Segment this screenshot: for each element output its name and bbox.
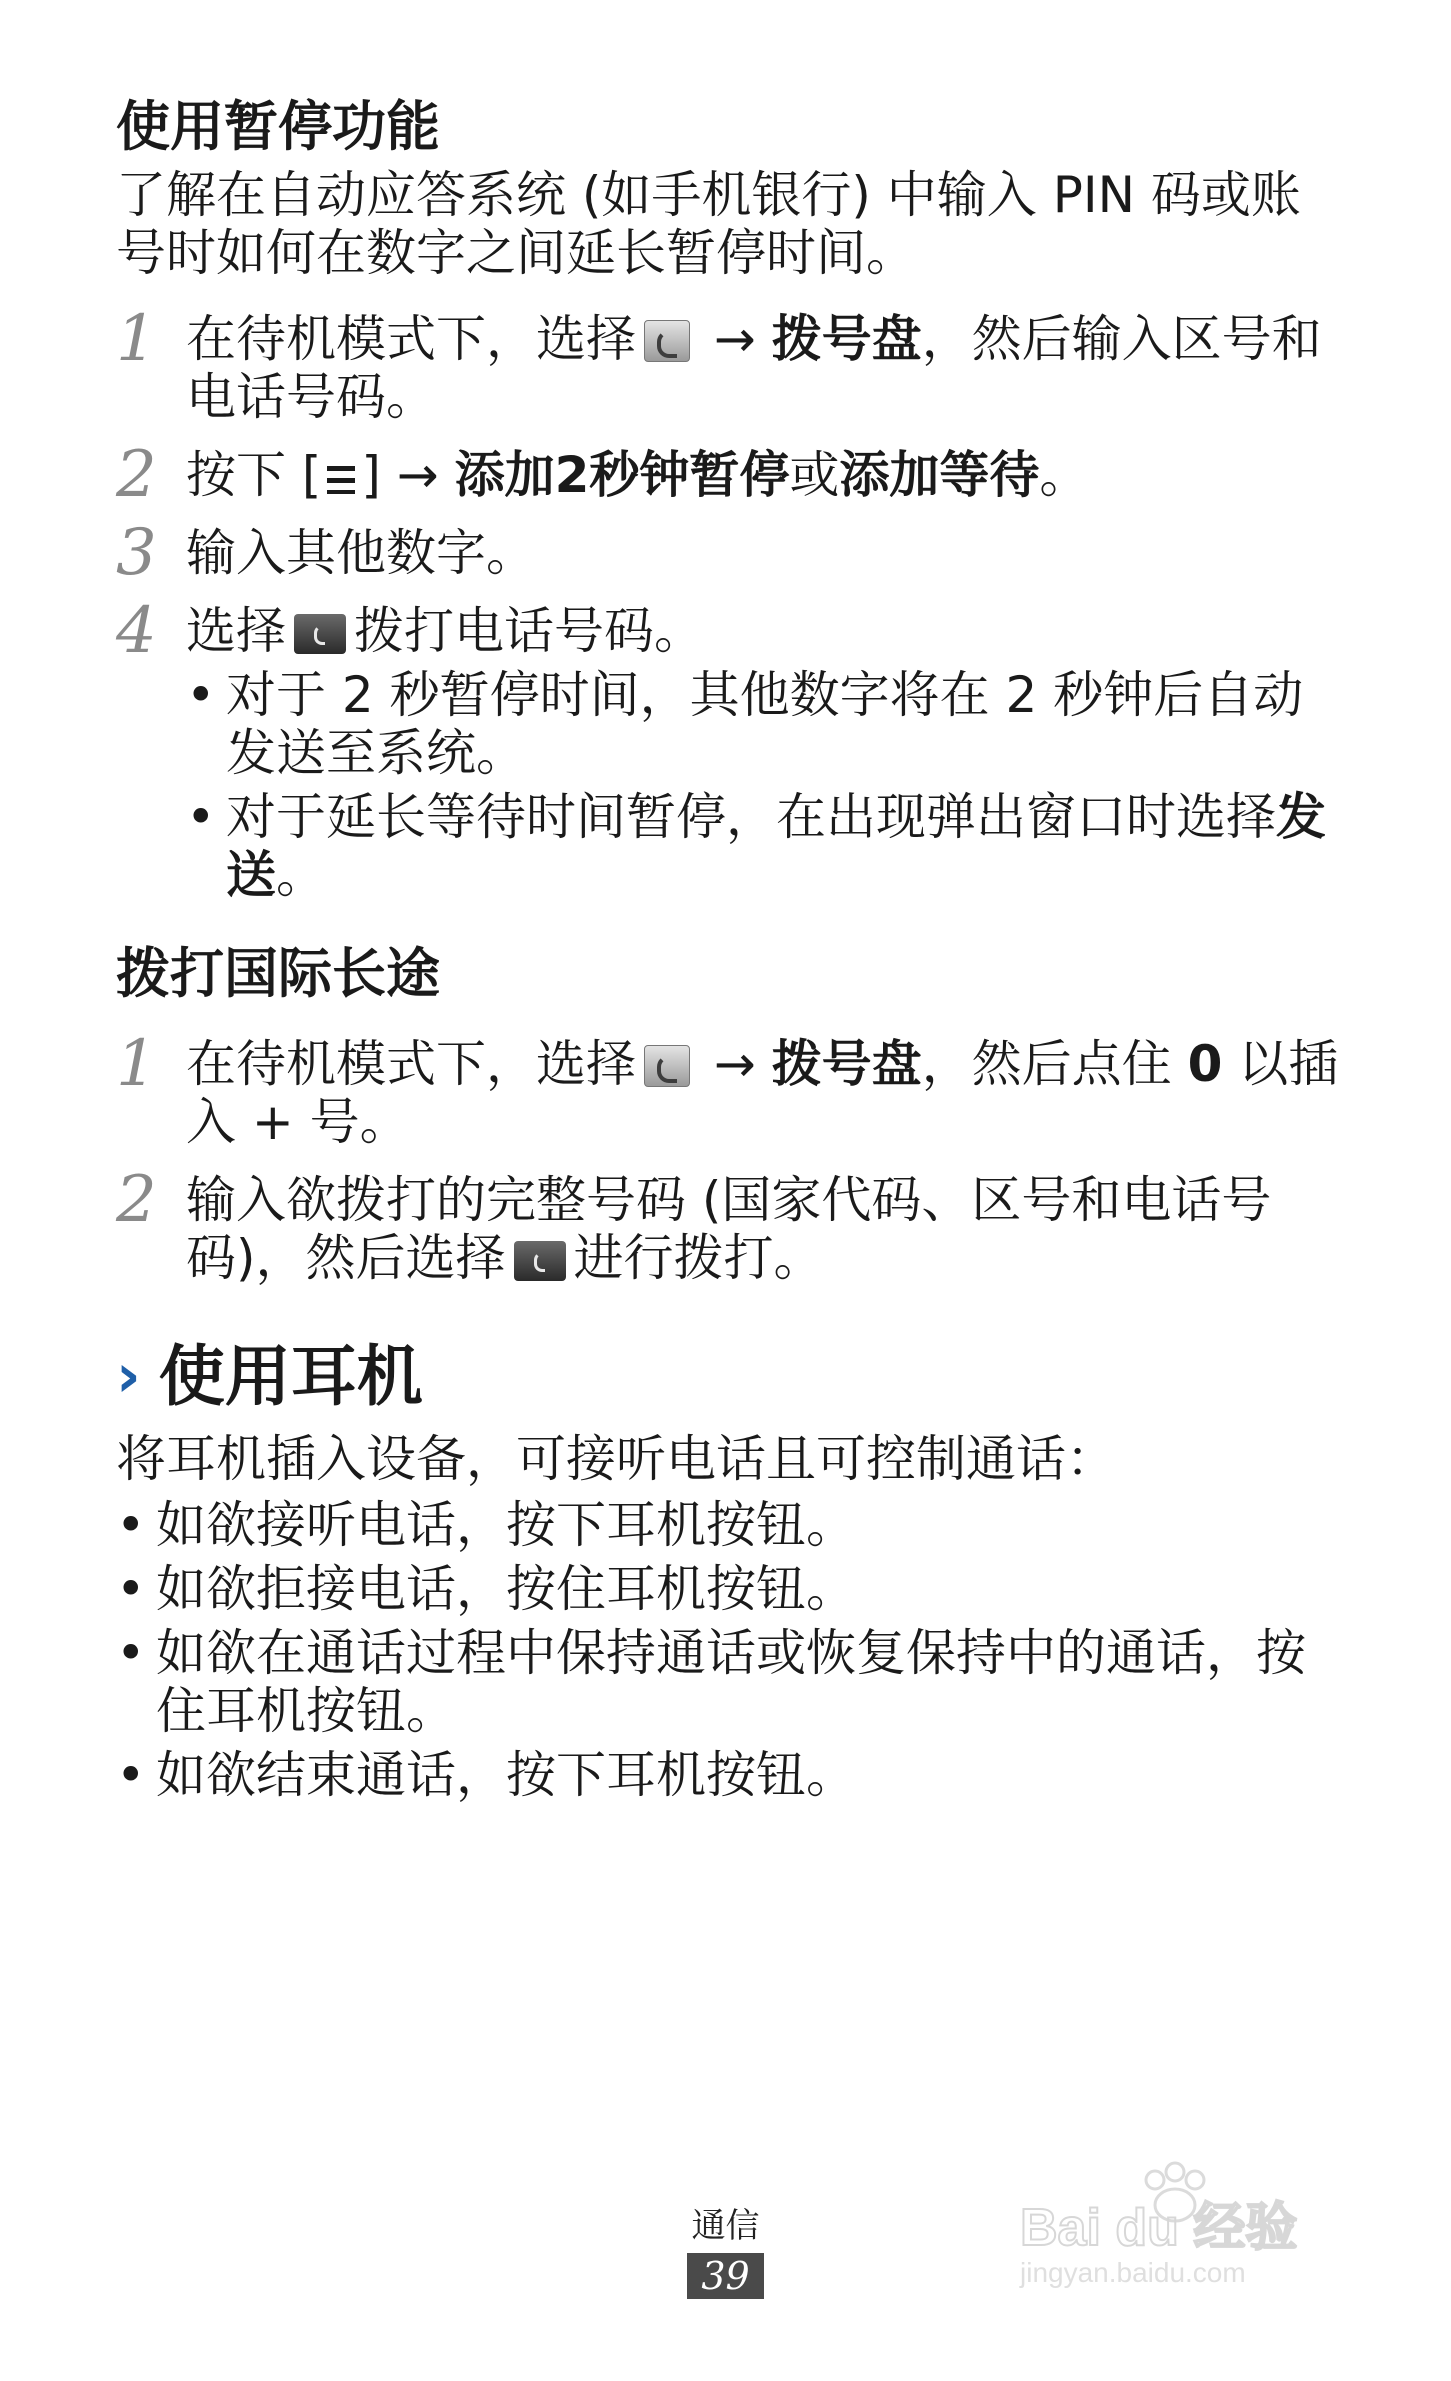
pause-step-4: 4 选择 拨打电话号码。 [116, 593, 704, 668]
menu-key-icon [323, 466, 359, 494]
headset-section-title: › 使用耳机 [116, 1337, 423, 1415]
list-item: • 如欲接听电话，按下耳机按钮。 [116, 1495, 856, 1554]
dialer-label: 拨号盘 [771, 309, 922, 368]
list-item: • 对于 2 秒暂停时间，其他数字将在 2 秒钟后自动发送至系统。 [186, 665, 1304, 782]
pause-section-title: 使用暂停功能 [116, 95, 440, 158]
call-button-icon [514, 1241, 566, 1281]
baidu-jingyan-watermark [1015, 2150, 1345, 2290]
pause-step-2: 2 按下 [ ] → 添加2秒钟暂停或添加等待。 [116, 437, 1090, 512]
list-item: • 如欲结束通话，按下耳机按钮。 [116, 1745, 856, 1804]
bullet-icon: • [116, 1623, 146, 1682]
bullet-icon: • [116, 1559, 146, 1618]
intl-step-2: 2 输入欲拨打的完整号码 (国家代码、区号和电话号码)，然后选择 进行拨打。 [116, 1162, 1272, 1287]
chevron-right-icon: › [116, 1341, 141, 1412]
step-number: 1 [116, 1026, 157, 1101]
step-number: 2 [116, 437, 157, 512]
list-item: • 如欲在通话过程中保持通话或恢复保持中的通话，按住耳机按钮。 [116, 1623, 1306, 1740]
list-item: • 如欲拒接电话，按住耳机按钮。 [116, 1559, 856, 1618]
watermark-url: jingyan.baidu.com [1020, 2257, 1246, 2288]
step-number: 2 [116, 1162, 157, 1237]
manual-page [116, 95, 1346, 1804]
intl-step-1: 1 在待机模式下，选择 → 拨号盘，然后点住 0 以插入 + 号。 [116, 1026, 1339, 1151]
phone-app-icon [644, 1045, 690, 1087]
pause-intro: 了解在自动应答系统 (如手机银行) 中输入 PIN 码或账号时如何在数字之间延长暂停时间。 [116, 165, 1301, 282]
dialer-label: 拨号盘 [771, 1034, 922, 1093]
pause-step-1: 1 在待机模式下，选择 → 拨号盘，然后输入区号和电话号码。 [116, 301, 1322, 426]
bullet-icon: • [116, 1495, 146, 1554]
phone-app-icon [644, 320, 690, 362]
watermark-brand: Bai du 经验 [1020, 2199, 1298, 2257]
list-item: • 对于延长等待时间暂停，在出现弹出窗口时选择发送。 [186, 787, 1326, 904]
add-pause-label: 添加2秒钟暂停 [454, 445, 790, 504]
call-button-icon [294, 614, 346, 654]
bullet-icon: • [186, 665, 216, 724]
intl-section-title: 拨打国际长途 [116, 941, 440, 1005]
add-wait-label: 添加等待 [839, 445, 1040, 504]
footer-section-name: 通信 [691, 2206, 760, 2246]
bullet-icon: • [186, 787, 216, 846]
zero-key-label: 0 [1187, 1034, 1223, 1093]
send-label: 发送 [226, 787, 1326, 904]
step-number: 1 [116, 301, 157, 376]
page-number: 39 [687, 2253, 763, 2299]
pause-step-3: 3 输入其他数字。 [116, 515, 536, 590]
bullet-icon: • [116, 1745, 146, 1804]
headset-bullets [116, 1496, 1346, 1804]
headset-intro: 将耳机插入设备，可接听电话且可控制通话： [116, 1429, 1116, 1488]
step-number: 3 [116, 515, 157, 590]
step-number: 4 [116, 593, 157, 668]
pause-bullets [186, 666, 1346, 904]
